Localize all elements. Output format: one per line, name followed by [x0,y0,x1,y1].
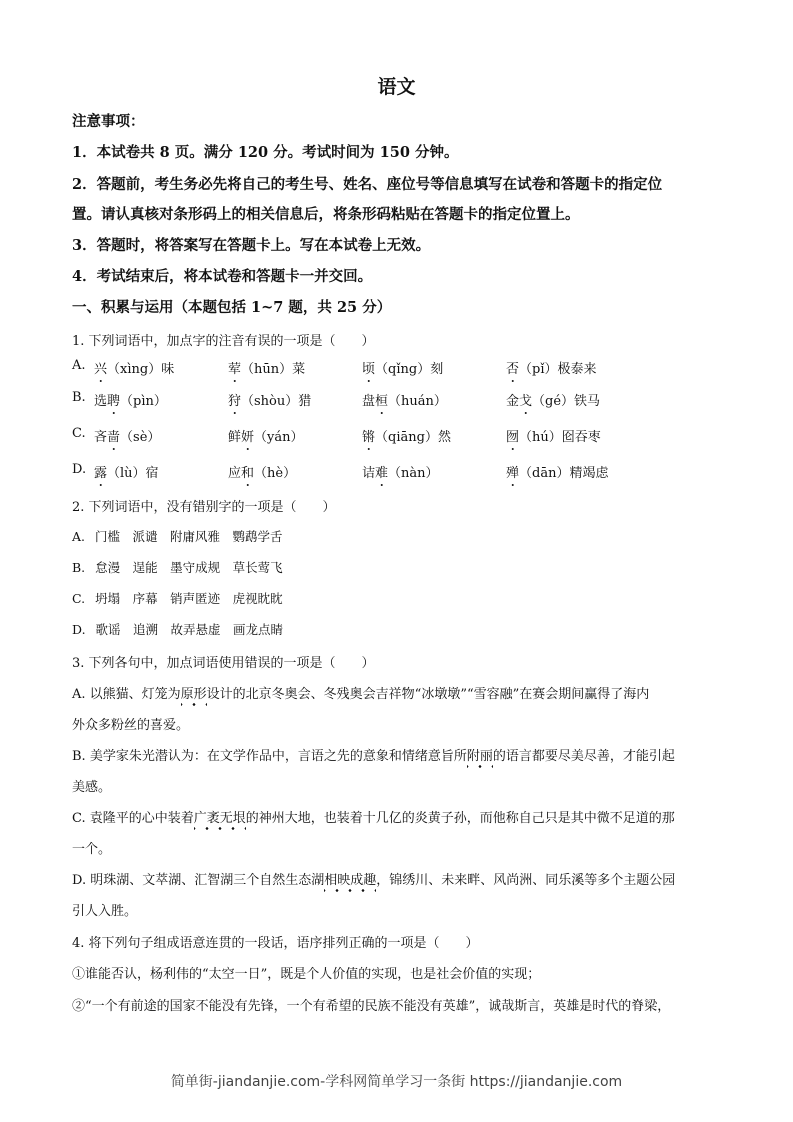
q1-b-item-2: 狩（shòu）猎 [228,394,312,409]
notice-2-cont: 置。请认真核对条形码上的相关信息后，将条形码粘贴在答题卡的指定位置上。 [72,206,580,223]
q1-b-item-4: 金戈（gé）铁马 [506,394,601,409]
q4-sentence-2: ②“一个有前途的国家不能没有先锋，一个有希望的民族不能没有英雄”，诚哉斯言，英雄是时代的脊梁， [72,999,671,1014]
option-label: D. [72,462,87,477]
q1-c-item-2: 鲜妍（yán） [228,430,304,445]
q4-stem: 4. 将下列句子组成语意连贯的一段话，语序排列正确的一项是（ ） [72,936,479,951]
q3-option-d: D. 明珠湖、文萃湖、汇智湖三个自然生态湖相映成趣，锦绣川、未来畔、风尚洲、同乐溪等多个主题公园 [72,869,675,888]
q2-option-d: D. 歌谣 追溯 故弄悬虚 画龙点睛 [72,622,284,637]
dotted-word: 广袤无垠 [194,811,246,831]
dotted-word: 附丽 [467,749,493,769]
option-label: C. [72,426,86,441]
q1-c-item-4: 囫（hú）囵吞枣 [506,430,601,445]
q1-c-item-3: 锵（qiāng）然 [362,430,451,445]
q1-a-item-1: 兴（xìng）味 [94,362,175,377]
q3-option-b-cont: 美感。 [72,780,112,795]
notice-heading: 注意事项： [72,113,145,130]
q4-sentence-1: ①谁能否认，杨利伟的“太空一日”，既是个人价值的实现，也是社会价值的实现； [72,967,541,982]
q3-option-c: C. 袁隆平的心中装着广袤无垠的神州大地，也装着十几亿的炎黄子孙，而他称自己只是其中微不足道的那 [72,807,675,826]
notice-3: 3．答题时，将答案写在答题卡上。写在本试卷上无效。 [72,237,431,254]
q1-stem: 1. 下列词语中，加点字的注音有误的一项是（ ） [72,334,375,349]
dotted-word: 原形 [181,687,207,707]
q1-d-item-4: 殚（dān）精竭虑 [506,466,609,481]
section-heading: 一、积累与运用（本题包括 1~7 题，共 25 分） [72,299,392,316]
q1-d-item-1: 露（lù）宿 [94,466,159,481]
option-label: A. [72,358,86,373]
q2-option-a: A. 门槛 派谴 附庸风雅 鹦鹉学舌 [72,529,283,544]
notice-2: 2．答题前，考生务必先将自己的考生号、姓名、座位号等信息填写在试卷和答题卡的指定位 [72,176,663,193]
q1-a-item-3: 顷（qǐng）刻 [362,362,444,377]
q1-d-item-3: 诘难（nàn） [362,466,439,481]
q3-stem: 3. 下列各句中，加点词语使用错误的一项是（ ） [72,656,375,671]
footer-watermark: 简单街-jiandanjie.com-学科网简单学习一条街 https://jiandanjie.com [170,1074,623,1090]
option-label: B. [72,390,86,405]
q1-d-item-2: 应和（hè） [228,466,297,481]
q2-option-c: C. 坍塌 序幕 销声匿迹 虎视眈眈 [72,591,283,606]
q3-option-c-cont: 一个。 [72,842,112,857]
q1-b-item-1: 选聘（pìn） [94,394,167,409]
q1-a-item-2: 荤（hūn）菜 [228,362,306,377]
notice-1: 1．本试卷共 8 页。满分 120 分。考试时间为 150 分钟。 [72,144,459,161]
q3-option-d-cont: 引人入胜。 [72,904,138,919]
q3-option-b: B. 美学家朱光潜认为：在文学作品中，言语之先的意象和情绪意旨所附丽的语言都要尽美尽善，才能引起 [72,745,675,764]
page-title: 语文 [377,76,416,98]
notice-4: 4．考试结束后，将本试卷和答题卡一并交回。 [72,268,373,285]
q2-stem: 2. 下列词语中，没有错别字的一项是（ ） [72,500,336,515]
q3-option-a: A. 以熊猫、灯笼为原形设计的北京冬奥会、冬残奥会吉祥物“冰墩墩”“雪容融”在赛会期间赢得了海内 [72,683,649,702]
q1-b-item-3: 盘桓（huán） [362,394,447,409]
dotted-word: 相映成趣 [324,873,376,893]
q2-option-b: B. 怠漫 逞能 墨守成规 草长莺飞 [72,560,283,575]
q1-a-item-4: 否（pǐ）极泰来 [506,362,597,377]
q3-option-a-cont: 外众多粉丝的喜爱。 [72,718,190,733]
q1-c-item-1: 吝啬（sè） [94,430,161,445]
